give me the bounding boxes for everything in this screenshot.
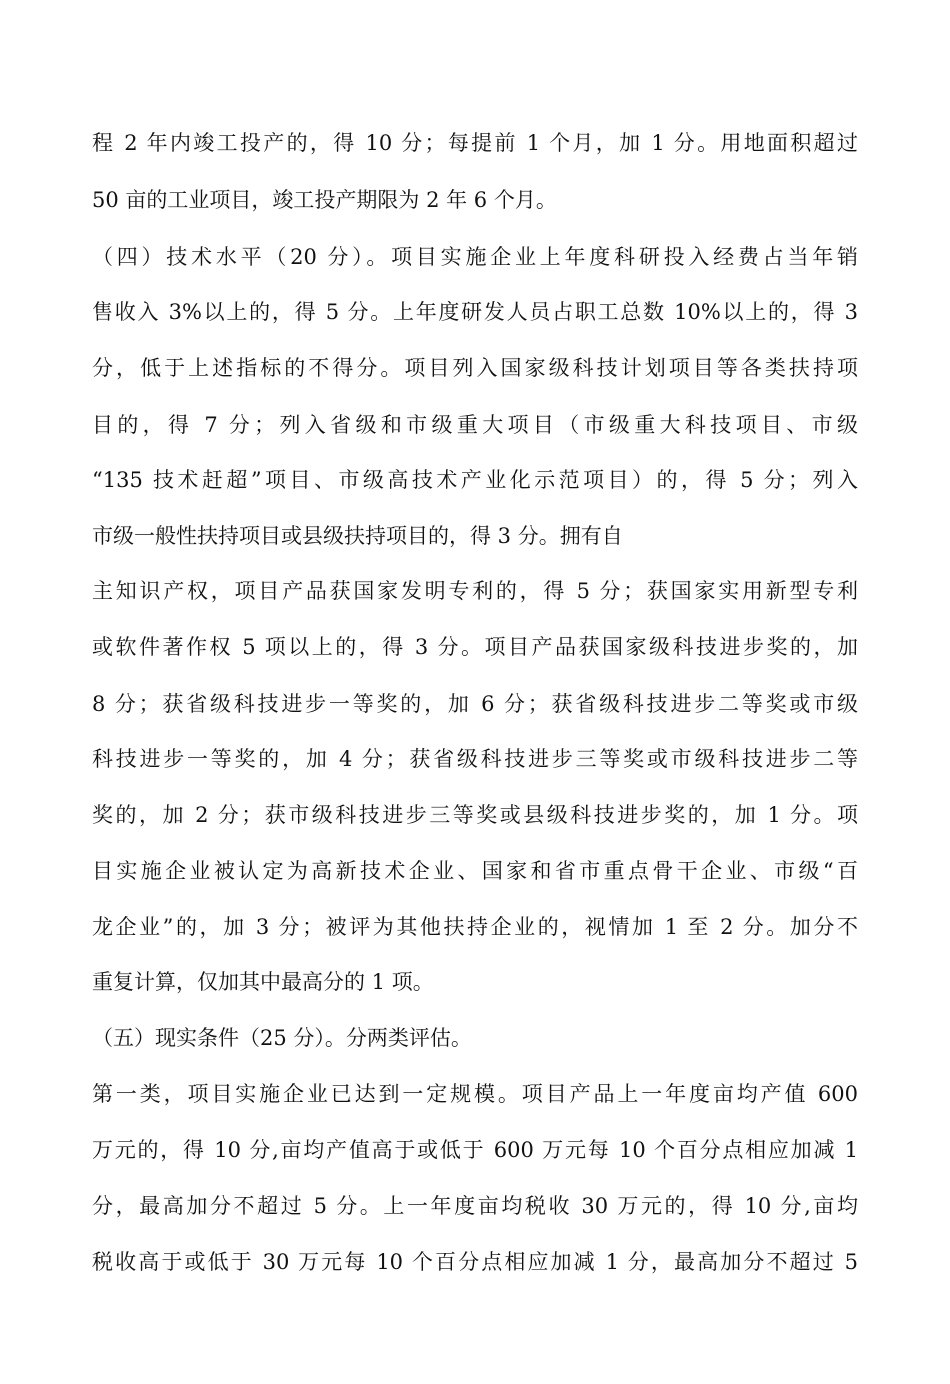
text-line: 龙企业”的，加 3 分；被评为其他扶持企业的，视情加 1 至 2 分。加分不 bbox=[92, 915, 858, 939]
text-line: 重复计算，仅加其中最高分的 1 项。 bbox=[92, 970, 434, 994]
text-line: 目的，得 7 分；列入省级和市级重大项目（市级重大科技项目、市级 bbox=[92, 413, 858, 437]
text-line: 分，最高加分不超过 5 分。上一年度亩均税收 30 万元的，得 10 分,亩均 bbox=[92, 1194, 858, 1218]
text-line: （五）现实条件（25 分）。分两类评估。 bbox=[92, 1026, 472, 1050]
text-line: 科技进步一等奖的，加 4 分；获省级科技进步三等奖或市级科技进步二等 bbox=[92, 747, 858, 771]
text-line: 售收入 3%以上的，得 5 分。上年度研发人员占职工总数 10%以上的，得 3 bbox=[92, 300, 858, 324]
text-line: 50 亩的工业项目，竣工投产期限为 2 年 6 个月。 bbox=[92, 188, 557, 212]
text-line: 分，低于上述指标的不得分。项目列入国家级科技计划项目等各类扶持项 bbox=[92, 356, 858, 380]
text-line: 税收高于或低于 30 万元每 10 个百分点相应加减 1 分，最高加分不超过 5 bbox=[92, 1250, 858, 1274]
text-line: 程 2 年内竣工投产的，得 10 分；每提前 1 个月，加 1 分。用地面积超过 bbox=[92, 131, 858, 155]
text-line: 市级一般性扶持项目或县级扶持项目的，得 3 分。拥有自 bbox=[92, 524, 623, 548]
text-line: 目实施企业被认定为高新技术企业、国家和省市重点骨干企业、市级“百 bbox=[92, 859, 858, 883]
text-line: 8 分；获省级科技进步一等奖的，加 6 分；获省级科技进步二等奖或市级 bbox=[92, 692, 858, 716]
text-line: “135 技术赶超”项目、市级高技术产业化示范项目）的，得 5 分；列入 bbox=[92, 468, 858, 492]
text-line: 万元的，得 10 分,亩均产值高于或低于 600 万元每 10 个百分点相应加减 1 bbox=[92, 1138, 858, 1162]
text-line: 第一类，项目实施企业已达到一定规模。项目产品上一年度亩均产值 600 bbox=[92, 1082, 858, 1106]
text-line: 主知识产权，项目产品获国家发明专利的，得 5 分；获国家实用新型专利 bbox=[92, 579, 858, 603]
text-line: （四）技术水平（20 分）。项目实施企业上年度科研投入经费占当年销 bbox=[92, 245, 858, 269]
text-line: 或软件著作权 5 项以上的，得 3 分。项目产品获国家级科技进步奖的，加 bbox=[92, 635, 858, 659]
text-line: 奖的，加 2 分；获市级科技进步三等奖或县级科技进步奖的，加 1 分。项 bbox=[92, 803, 858, 827]
